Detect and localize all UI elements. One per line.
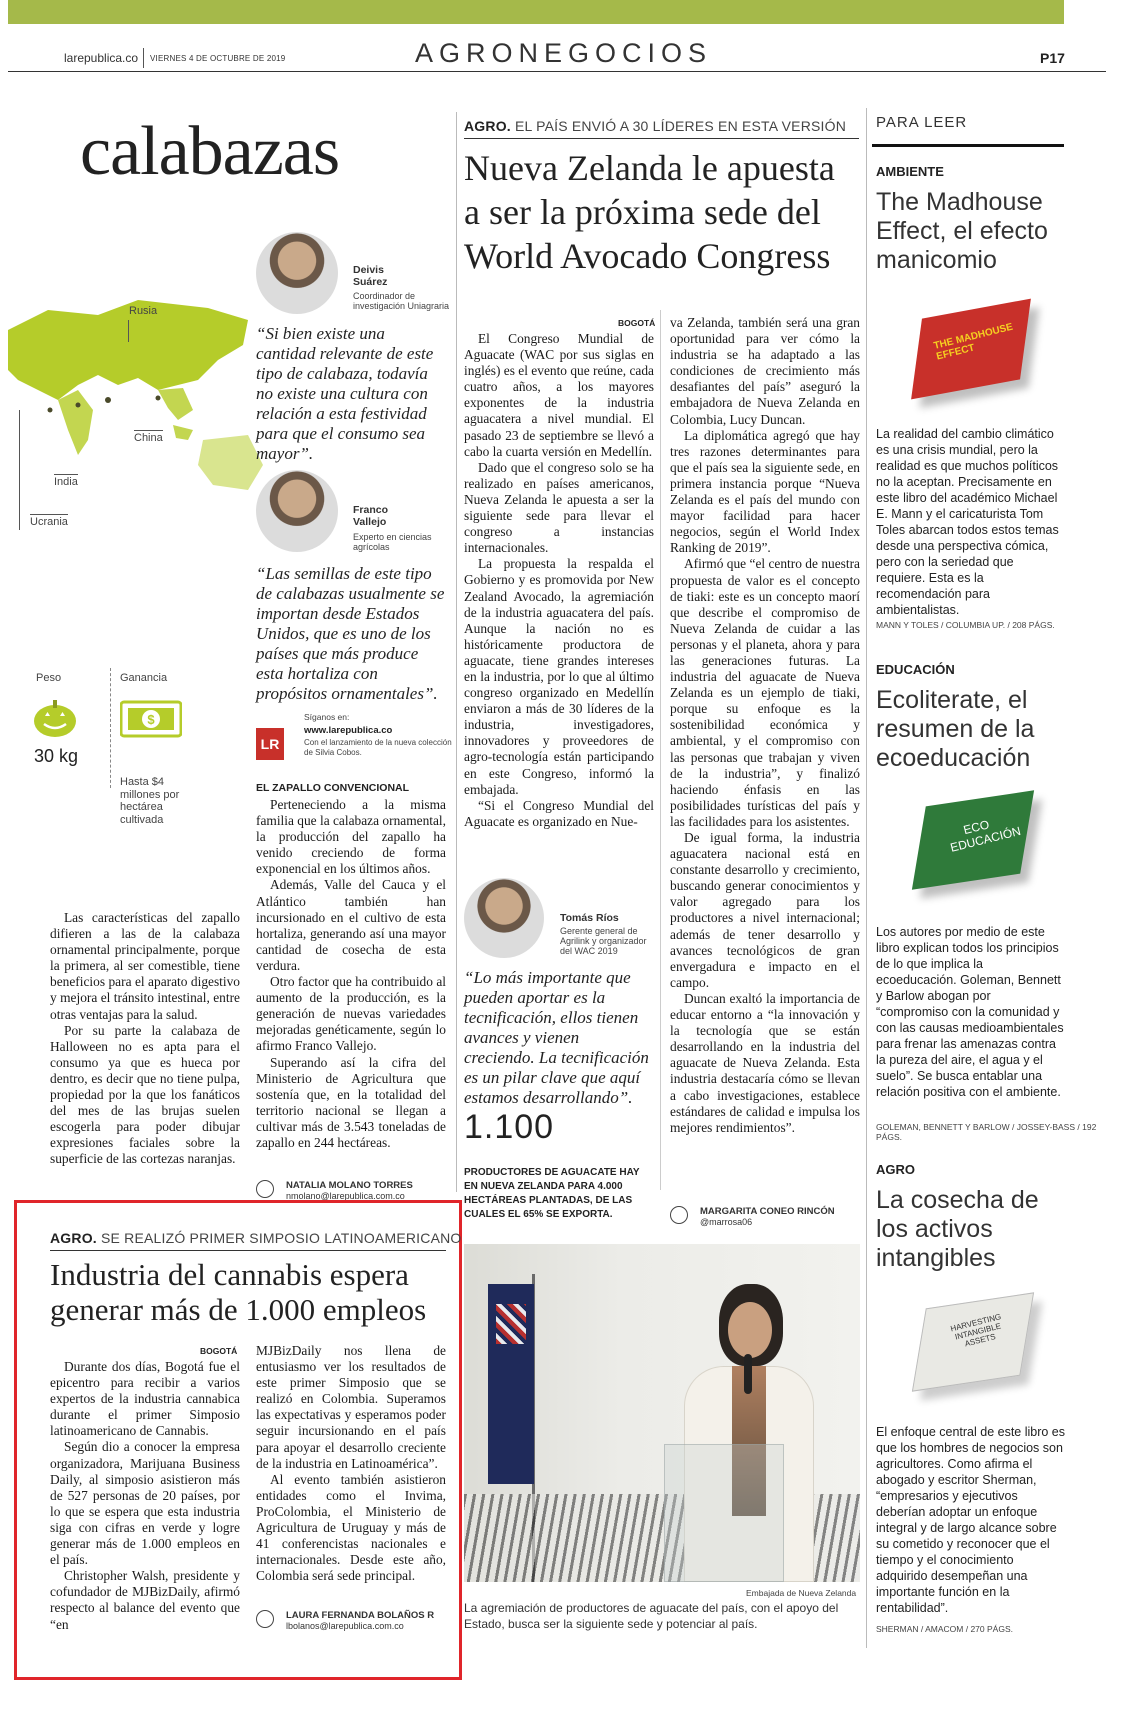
pumpkin-icon — [32, 698, 78, 738]
cannabis-kicker-bold: AGRO. — [50, 1230, 97, 1246]
peso-label: Peso — [36, 672, 62, 684]
book3-cover — [896, 1290, 1056, 1410]
cannabis-kicker — [50, 1230, 462, 1246]
lr-logo[interactable]: LR — [256, 728, 284, 760]
avocado-title: Nueva Zelanda le apuesta a ser la próxima sede del World Avocado Congress — [464, 148, 835, 276]
col-divider-3 — [866, 108, 867, 1648]
avocado-dateline: BOGOTÁ — [618, 318, 656, 328]
avocado-byline-handle[interactable]: @marrosa06 — [700, 1217, 753, 1227]
stats-divider — [110, 668, 111, 788]
cannabis-p1: Durante dos días, Bogotá fue el epicentro para recibir a varios expertos de la industria cannabica durante el primer Simposio latinoamericano de Cannabis. — [50, 1359, 240, 1439]
map-leader-russia — [128, 320, 129, 342]
book2-section: EDUCACIÓN — [876, 662, 955, 677]
lr-follow: Síganos en: — [304, 712, 350, 722]
book2-cover — [896, 790, 1056, 910]
book1-section: AMBIENTE — [876, 164, 944, 179]
ganancia-label: Ganancia — [120, 672, 168, 684]
book1-desc: La realidad del cambio climático es una crisis mundial, pero la realidad es que muchos políticos no la aceptan. Precisamente en este libro del académico Michael E. Mann y el caricaturista Tom Toles abarcan todos estos temas desde una perspectiva cómica, pero con la seriedad que requiere. Esta es la recomendación para ambientalistas. — [876, 427, 1059, 617]
calabazas-byline — [286, 1180, 413, 1201]
map-label-ukraine: Ucrania — [30, 516, 68, 528]
cannabis-byline — [286, 1610, 434, 1631]
avocado-col1 — [464, 331, 654, 830]
expert1-title: Coordinador de investigación Uniagraria — [353, 291, 450, 311]
books-header-rule — [872, 144, 1064, 147]
avocado-p8: De igual forma, la industria aguacatera nacional está en constante desarrollo y crecimiento, buscando generar conocimientos y valor agregado para los productores a nivel internacional; además de tener desarrollo y avances tecnológicos de gran envergadura e impacto en el campo. — [670, 830, 860, 990]
avocado-p7: Afirmó que “el centro de nuestra propuesta de valor es el concepto de tiaki: este es un concepto maorí que describe el compromiso de Nueva Zelanda de cuidar a las personas y el planeta, ahora y para las generaciones futuras. La industria del aguacate de Nueva Zelanda es un ejemplo de tiaki, porque su enfoque es la sostenibilidad económica y ambiental, y el compromiso con las personas que trabajan y viven de la industria”, y finalizó haciendo énfasis en las posibilidades turísticas del país y las facilidades para los asistentes. — [670, 556, 860, 829]
cannabis-p2: Según dio a conocer la empresa organizadora, Marijuana Business Daily, al simposio asistieron más de 527 personas de 20 países, por lo que se espera que esta industria siga con cifras en verde y logre generar más de 1.000 empleos en el país. — [50, 1439, 240, 1568]
email-icon — [256, 1180, 274, 1202]
book1-cover-text: THE MADHOUSE EFFECT — [932, 321, 1015, 363]
avocado-p6: La diplomática agregó que hay tres razones determinantes para que el país sea la siguiente sede, en primera instancia porque “Nueva Zelanda es el país del mundo con mayor facilidad para hacer negocios, según el World Index Ranking de 2019”. — [670, 427, 860, 556]
books-header: PARA LEER — [876, 114, 968, 131]
header-rule — [8, 71, 1106, 72]
lr-desc: Con el lanzamiento de la nueva colección de Silvia Cobos. — [304, 738, 452, 757]
expert2-quote: “Las semillas de este tipo de calabazas usualmente se importan desde Estados Unidos, que es uno de los países que más produce esta hortaliza con propósitos ornamentales”. — [256, 564, 445, 703]
site-name: larepublica.co — [64, 51, 139, 65]
cannabis-col2 — [256, 1343, 446, 1584]
cannabis-byline-email[interactable]: lbolanos@larepublica.com.co — [286, 1621, 404, 1631]
avocado-p2: Dado que el congreso solo se ha realizado en países americanos, Nueva Zelanda le apuesta a ser la siguiente sede para llevar el congreso a instancias internacionales. — [464, 459, 654, 556]
avocado-p4: “Si el Congreso Mundial del Aguacate es organizado en Nue- — [464, 797, 654, 829]
zapallo-p1: Perteneciendo a la misma familia que la calabaza ornamental, la producción del zapallo ha venido creciendo de forma exponencial en los últimos años. — [256, 797, 446, 877]
world-map — [8, 290, 268, 530]
zapallo-p2: Además, Valle del Cauca y el Atlántico también han incursionado en el cultivo de esta hortaliza, generando así una mayor cantidad de cosecha de esta verdura. — [256, 877, 446, 973]
ambassador-photo — [464, 1244, 860, 1582]
calabazas-heading: calabazas — [80, 113, 340, 190]
glass-podium — [664, 1444, 784, 1582]
book3-cover-text: HARVESTING INTANGIBLE ASSETS — [949, 1312, 1003, 1349]
avocado-expert-name: Tomás Ríos — [560, 912, 619, 924]
lr-url[interactable]: www.larepublica.co — [304, 725, 393, 736]
ganancia-text: Hasta $4 millones por hectárea cultivada — [120, 776, 180, 826]
expert1-quote: “Si bien existe una cantidad relevante de este tipo de calabaza, todavía no existe una cultura con relación a esta festividad para que el consumo sea mayor”. — [256, 324, 434, 463]
cannabis-p5: Al evento también asistieron entidades como el Invima, ProColombia, el Ministerio de Agricultura de Uruguay y más de 41 conferencistas nacionales e internacionales. Desde este año, Colombia será sede principal. — [256, 1471, 446, 1584]
cannabis-col1 — [50, 1359, 240, 1633]
avocado-expert-title: Gerente general de Agrilink y organizador del WAC 2019 — [560, 926, 647, 956]
avocado-email-icon — [670, 1206, 688, 1228]
cannabis-title: Industria del cannabis espera generar más de 1.000 empleos — [50, 1257, 427, 1327]
book3-desc: El enfoque central de este libro es que los hombres de negocios son agricultores. Como afirma el abogado y escritor Sherman, “empresarios y ejecutivos deberían adoptar un enfoque integral y de largo alcance sobre su cometido y reconocer que el tiempo y el conocimiento adquirido desempeñan una importante función en la rentabilidad”. — [876, 1425, 1066, 1615]
calabazas-p1: Las características del zapallo difieren a las de la calabaza ornamental principalmente, porque la primera, al ser comestible, tiene beneficios para el aparato digestivo y mejora el tránsito intestinal, entre otras ventajas para la salud. — [50, 910, 240, 1022]
avocado-rule — [464, 138, 859, 139]
avocado-stat-text: PRODUCTORES DE AGUACATE HAY EN NUEVA ZELANDA PARA 4.000 HECTÁREAS PLANTADAS, DE LAS CUALES EL 65% SE EXPORTA. — [464, 1167, 640, 1220]
book1-title: The Madhouse Effect, el efecto manicomio — [876, 188, 1048, 274]
avocado-stat-value: 1.100 — [464, 1108, 555, 1146]
book1-source: MANN Y TOLES / COLUMBIA UP. / 208 PÁGS. — [876, 620, 1055, 630]
svg-text:$: $ — [147, 712, 155, 727]
book2-source: GOLEMAN, BENNETT Y BARLOW / JOSSEY-BASS / 192 PÁGS. — [876, 1122, 1097, 1142]
peso-value: 30 kg — [34, 746, 79, 766]
avocado-p3: La propuesta la respalda el Gobierno y es promovida por New Zealand Avocado, la agremiación de la industria aguacatera del país. Aunque la nación no es históricamente productora de aguacate, tiene grandes intereses en la industria, por lo que al último congreso organizado en Medellín enviaron a más de 30 líderes de la industria, investigadores, innovadores y proveedores de agro-tecnología están participando en este Congreso, informó la embajada. — [464, 556, 654, 797]
avocado-byline — [700, 1206, 835, 1227]
franco-vallejo-photo — [256, 470, 338, 552]
avocado-col2 — [670, 315, 860, 1136]
money-icon — [120, 698, 182, 738]
cannabis-dateline: BOGOTÁ — [200, 1346, 238, 1356]
cannabis-rule — [50, 1250, 446, 1251]
byline-email[interactable]: nmolano@larepublica.com.co — [286, 1191, 405, 1201]
col-divider-2 — [660, 310, 661, 1190]
cannabis-email-icon — [256, 1610, 274, 1632]
map-label-china: China — [134, 432, 163, 444]
tomas-rios-photo — [464, 878, 544, 958]
photo-caption: La agremiación de productores de aguacate del país, con el apoyo del Estado, busca ser la siguiente sede y potenciar al país. — [464, 1601, 839, 1631]
deivis-suarez-photo — [256, 232, 338, 314]
zapallo-body — [256, 797, 446, 1151]
col-divider-1 — [456, 112, 457, 1192]
book2-title: Ecoliterate, el resumen de la ecoeducación — [876, 686, 1035, 772]
book2-cover-text: ECO EDUCACIÓN — [948, 817, 1023, 855]
book1-cover — [896, 300, 1056, 410]
avocado-p1: El Congreso Mundial de Aguacate (WAC por sus siglas en inglés) es el evento que reúne, cada cuatro años, a los mayores exponentes de la industria aguacatera a nivel mundial. El pasado 23 de septiembre se llevó a cabo la cuarta versión en Medellín. — [464, 331, 654, 459]
zapallo-subhead: EL ZAPALLO CONVENCIONAL — [256, 782, 410, 794]
book2-desc: Los autores por medio de este libro explican todos los principios de lo que implica la ecoeducación. Goleman, Bennett y Barlow abogan por “compromiso con la comunidad y con las causas medioambientales para frenar las amenazas contra la pureza del aire, el agua y el suelo”. Se busca entablar una relación positiva con el ambiente. — [876, 925, 1064, 1099]
book3-title: La cosecha de los activos intangibles — [876, 1186, 1039, 1272]
expert2-name: Franco Vallejo — [353, 504, 389, 528]
issue-date: VIERNES 4 DE OCTUBRE DE 2019 — [150, 54, 286, 63]
avocado-byline-name: MARGARITA CONEO RINCÓN — [700, 1206, 835, 1217]
book3-source: SHERMAN / AMACOM / 270 PÁGS. — [876, 1624, 1013, 1634]
page-number: P17 — [1040, 50, 1065, 66]
map-label-india: India — [54, 476, 78, 488]
nz-flag — [488, 1284, 534, 1484]
zapallo-p3: Otro factor que ha contribuido al aumento de la producción, es la generación de nuevas variedades mejoradas genéticamente, según lo afirmo Franco Vallejo. — [256, 974, 446, 1054]
cannabis-byline-name: LAURA FERNANDA BOLAÑOS R — [286, 1610, 435, 1621]
calabazas-body — [50, 910, 240, 1168]
cannabis-p3: Christopher Walsh, presidente y cofundador de MJBizDaily, afirmó respecto al balance del evento que “en — [50, 1568, 240, 1632]
map-leader-ukraine — [19, 410, 20, 530]
avocado-p5: va Zelanda, también será una gran oportunidad para ver cómo la industria se ha adaptado a las condiciones de crecimiento más desafiantes del país” aseguró la embajadora de Nueva Zelanda en Colombia, Lucy Duncan. — [670, 315, 860, 427]
photo-credit: Embajada de Nueva Zelanda — [746, 1588, 857, 1598]
avocado-p9: Duncan exaltó la importancia de educar entorno a “la innovación y la tecnología que se están desarrollando en la industria del aguacate de Nueva Zelanda. Esta industria destacaría cómo se llevan a cabo investigaciones, establece estándares de calidad e impulsa los mejores rendimientos”. — [670, 990, 860, 1135]
book3-section: AGRO — [876, 1162, 915, 1177]
avocado-kicker — [464, 118, 846, 134]
map-label-russia: Rusia — [129, 305, 158, 317]
top-color-bar — [8, 0, 1064, 24]
cannabis-kicker-text: SE REALIZÓ PRIMER SIMPOSIO LATINOAMERICANO — [100, 1230, 462, 1246]
byline-name: NATALIA MOLANO TORRES — [286, 1180, 413, 1191]
section-name: AGRONEGOCIOS — [415, 38, 713, 68]
header-divider — [143, 48, 144, 68]
avocado-kicker-bold: AGRO. — [464, 118, 511, 134]
avocado-expert-quote: “Lo más importante que pueden aportar es la tecnificación, ellos tienen avances y vienen creciendo. La tecnificación es un pilar clave que aquí estamos desarrollando”. — [464, 968, 649, 1107]
zapallo-p4: Superando así la cifra del Ministerio de Agricultura que sostenía que, en la totalidad del territorio nacional se llegan a cultivar más de 3.543 toneladas de zapallo en 244 hectáreas. — [256, 1054, 446, 1150]
calabazas-p2: Por su parte la calabaza de Halloween no es apta para el consumo ya que es hueca por dentro, es decir que no tiene pulpa, propiedad por la que los fanáticos del mes de las brujas suelen escogerla para poder dibujar expresiones faciales sobre la superficie de las cortezas naranjas. — [50, 1022, 240, 1167]
expert1-name: Deivis Suárez — [353, 264, 388, 288]
expert2-title: Experto en ciencias agrícolas — [353, 532, 432, 552]
cannabis-p4: MJBizDaily nos llena de entusiasmo ver los resultados de este primer Simposio que se realizó en Colombia. Superamos las expectativas y esperamos poder seguir incursionando en el país para apoyar el desarrollo creciente de la industria en Latinoamérica”. — [256, 1343, 446, 1471]
avocado-kicker-text: EL PAÍS ENVIÓ A 30 LÍDERES EN ESTA VERSIÓN — [514, 118, 847, 134]
